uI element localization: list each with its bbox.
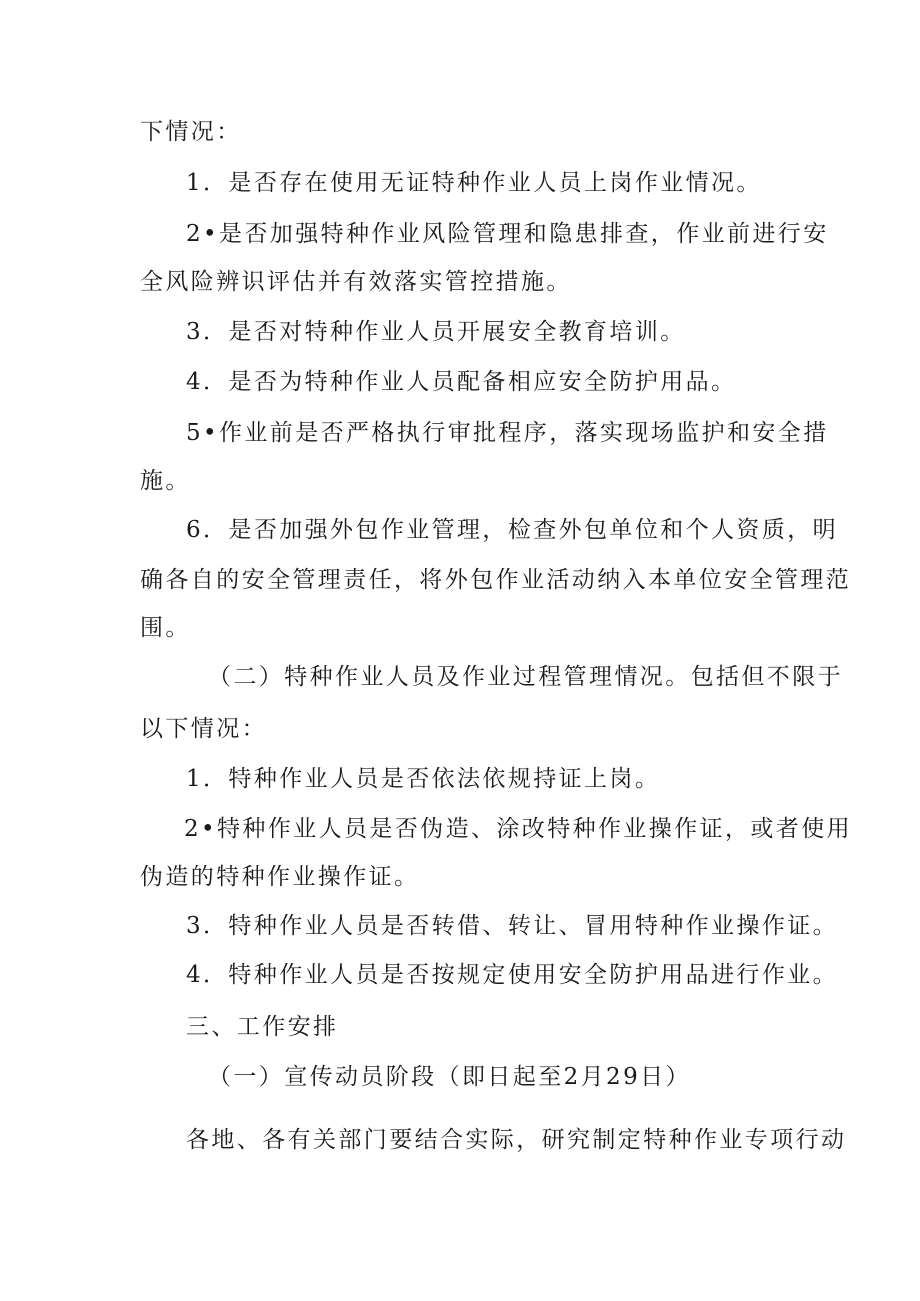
text-line: 4．特种作业人员是否按规定使用安全防护用品进行作业。 <box>186 962 839 988</box>
text-line: 确各自的安全管理责任，将外包作业活动纳入本单位安全管理范 <box>140 567 852 593</box>
text-line: 3．是否对特种作业人员开展安全教育培训。 <box>186 319 686 345</box>
section-heading: 三、工作安排 <box>186 1014 339 1040</box>
text-line: 全风险辨识评估并有效落实管控措施。 <box>140 269 572 295</box>
text-line: 施。 <box>140 468 191 494</box>
text-line: 1．是否存在使用无证特种作业人员上岗作业情况。 <box>186 170 762 196</box>
text-line: 2•是否加强特种作业风险管理和隐患排查，作业前进行安 <box>186 221 829 247</box>
text-line: 2•特种作业人员是否伪造、涂改特种作业操作证，或者使用 <box>184 816 852 842</box>
text-line: （二）特种作业人员及作业过程管理情况。包括但不限于 <box>208 664 843 690</box>
text-line: 伪造的特种作业操作证。 <box>140 864 420 890</box>
text-line: 围。 <box>140 615 191 641</box>
text-line: 6．是否加强外包作业管理，检查外包单位和个人资质，明 <box>186 517 839 543</box>
text-line: 3．特种作业人员是否转借、转让、冒用特种作业操作证。 <box>186 913 839 939</box>
text-line: 下情况： <box>140 119 242 145</box>
text-line: 各地、各有关部门要结合实际，研究制定特种作业专项行动 <box>186 1127 847 1153</box>
text-line: 以下情况： <box>140 716 267 742</box>
text-line: 1．特种作业人员是否依法依规持证上岗。 <box>186 766 661 792</box>
text-line: 4．是否为特种作业人员配备相应安全防护用品。 <box>186 369 737 395</box>
text-line: 5•作业前是否严格执行审批程序，落实现场监护和安全措 <box>186 420 829 446</box>
subsection-heading: （一）宣传动员阶段（即日起至2月29日） <box>208 1064 691 1090</box>
